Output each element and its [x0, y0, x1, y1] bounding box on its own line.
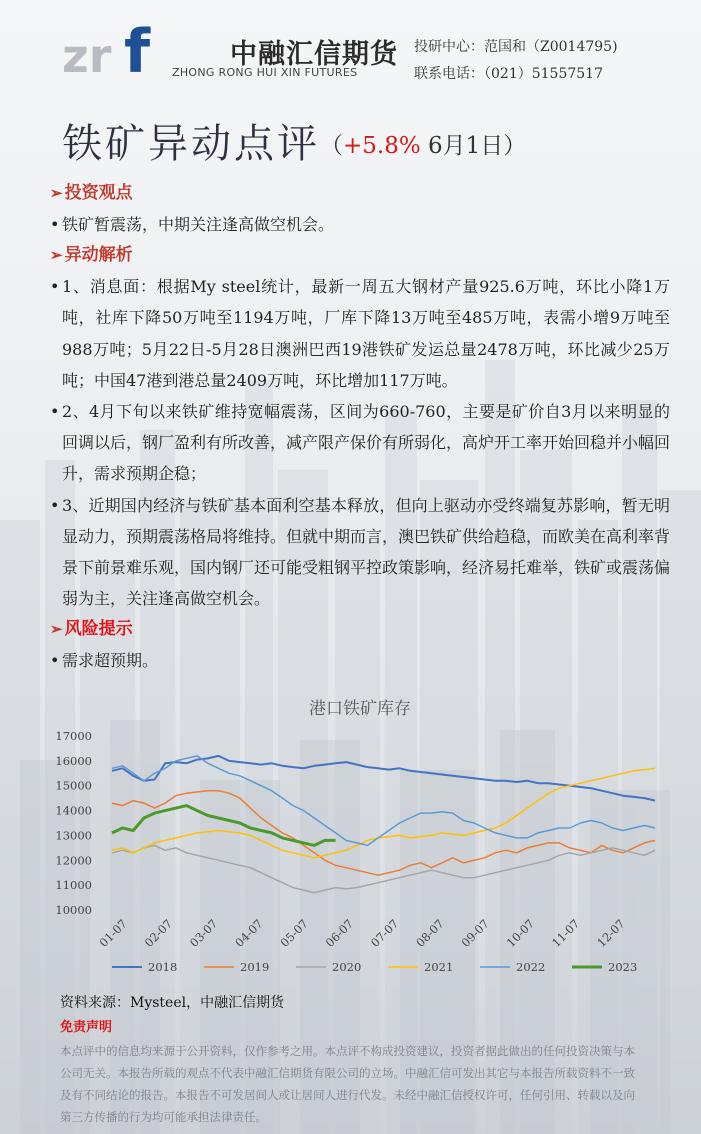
legend-label-2020: 2020 — [332, 960, 362, 974]
y-tick-label: 13000 — [55, 828, 92, 843]
legend-label-2019: 2019 — [240, 960, 270, 974]
series-line-2019 — [112, 791, 655, 876]
svg-text:zr: zr — [62, 29, 112, 83]
title-main: 铁矿异动点评 — [62, 121, 320, 167]
y-tick-label: 14000 — [55, 803, 92, 818]
title-change-pct: +5.8% — [343, 133, 421, 159]
section-heading-risk — [50, 614, 670, 645]
analysis-item-1: • 1、消息面：根据My steel统计，最新一周五大钢材产量925.6万吨，环比小降1万吨，社库下降50万吨至1194万吨，厂库下降13万吨至485万吨，表需小增9万吨至988万吨；5月22日-5月28日澳洲巴西19港铁矿发运总量2478万吨，环比减少25万吨；中国47港到港总量2409万吨，环比增加117万吨。 — [50, 271, 670, 396]
x-tick-label: 11-07 — [548, 916, 583, 950]
x-tick-label: 02-07 — [141, 916, 176, 950]
title-paren-close: ） — [503, 133, 527, 159]
y-tick-label: 12000 — [55, 853, 92, 868]
title-paren-open: （ — [320, 133, 343, 159]
series-line-2018 — [112, 756, 655, 801]
y-tick-label: 16000 — [55, 753, 92, 768]
x-tick-label: 09-07 — [458, 916, 492, 950]
section-heading-view-label: 投资观点 — [64, 183, 133, 203]
analysis-item-3: • 3、近期国内经济与铁矿基本面利空基本释放，但向上驱动亦受终端复苏影响，暂无明显动力，预期震荡格局将维持。但就中期而言，澳巴铁矿供给趋稳，而欧美在高利率背景下前景难乐观，国内钢厂还可能受粗钢平控政策影响，经济易托难举，铁矿或震荡偏弱为主，关注逢高做空机会。 — [50, 490, 670, 615]
arrow-icon: ➢ — [50, 246, 63, 265]
legend-label-2018: 2018 — [148, 960, 178, 974]
contact-phone: 联系电话：（021）51557517 — [414, 66, 603, 82]
series-line-2021 — [112, 768, 655, 858]
logo-english-name: ZHONG RONG HUI XIN FUTURES — [172, 66, 358, 79]
page-title — [62, 112, 526, 169]
y-tick-label: 17000 — [55, 729, 92, 743]
view-text: • 铁矿暂震荡，中期关注逢高做空机会。 — [50, 209, 670, 240]
x-tick-label: 04-07 — [232, 916, 266, 950]
section-heading-view — [50, 178, 670, 209]
y-tick-label: 10000 — [55, 903, 92, 917]
chart-title: 港口铁矿库存 — [309, 699, 411, 719]
x-tick-label: 12-07 — [594, 916, 628, 950]
inventory-chart — [50, 690, 670, 990]
section-heading-analysis-label: 异动解析 — [64, 245, 133, 266]
legend-label-2023: 2023 — [608, 960, 638, 974]
x-tick-label: 08-07 — [413, 916, 447, 950]
x-tick-label: 05-07 — [277, 916, 311, 950]
x-tick-label: 10-07 — [503, 916, 538, 950]
data-source: 资料来源：Mysteel，中融汇信期货 — [60, 995, 285, 1011]
y-tick-label: 11000 — [55, 878, 92, 893]
risk-text: • 需求超预期。 — [50, 645, 670, 676]
x-tick-label: 07-07 — [367, 916, 402, 950]
company-logo — [62, 14, 398, 84]
legend-label-2022: 2022 — [516, 960, 546, 974]
svg-text:f: f — [124, 17, 151, 84]
x-tick-label: 03-07 — [186, 916, 221, 950]
title-date: 6月1日 — [420, 133, 504, 159]
arrow-icon: ➢ — [50, 620, 63, 639]
chart-svg — [50, 690, 670, 990]
report-body — [50, 178, 670, 677]
disclaimer-heading: 免责声明 — [60, 1020, 113, 1035]
arrow-icon: ➢ — [50, 184, 63, 202]
x-tick-label: 01-07 — [96, 916, 130, 950]
contact-info — [414, 34, 618, 88]
zrf-logo-icon — [62, 14, 162, 84]
disclaimer-text: 本点评中的信息均来源于公开资料，仅作参考之用。本点评不构成投资建议，投资者据此做出的任何投资决策与本公司无关。本报告所载的观点不代表中融汇信期货有限公司的立场。中融汇信可发出其它与本报告所载资料不一致及有不同结论的报告。本报告不可发居间人或让居间人进行代发。未经中融汇信授权许可，任何引用、转载以及向第三方传播的行为均可能承担法律责任。 — [60, 1044, 635, 1124]
analysis-item-2: • 2、4月下旬以来铁矿维持宽幅震荡，区间为660-760，主要是矿价自3月以来明显的回调以后，钢厂盈利有所改善，减产限产保价有所弱化，高炉开工率开始回稳并小幅回升，需求预期企稳； — [50, 396, 670, 490]
section-heading-analysis — [50, 240, 670, 271]
logo-chinese-name: 中融汇信期货 — [230, 39, 398, 70]
legend-label-2021: 2021 — [424, 960, 454, 974]
series-line-2020 — [112, 845, 655, 892]
x-tick-label: 06-07 — [322, 916, 357, 950]
y-tick-label: 15000 — [55, 778, 92, 793]
section-heading-risk-label: 风险提示 — [64, 619, 133, 640]
contact-researcher: 投研中心：范国和（Z0014795) — [414, 39, 618, 55]
series-line-2023 — [112, 806, 336, 846]
